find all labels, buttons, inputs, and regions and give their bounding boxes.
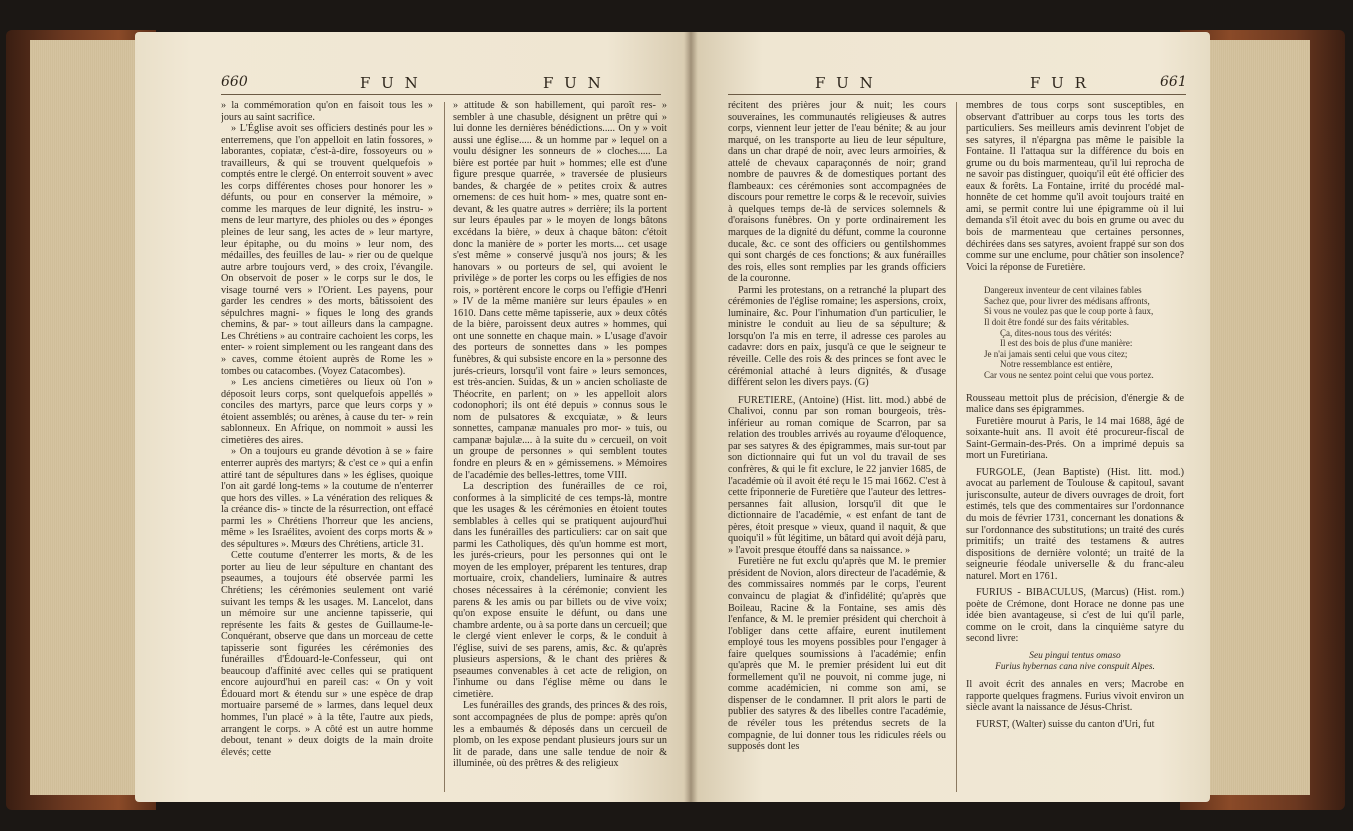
entry-heading: FURETIERE, (Antoine) (Hist. litt. mod.) [738, 394, 911, 406]
paragraph: » Les anciens cimetières ou lieux où l'on » déposoit leurs corps, sont quelquefois appellés » conciles des martyrs, parce que leurs corps y » étoient assemblés; ou arènes, à cause du ter- » rein sablonneux. En Afrique, on nommoit » aussi les cimetières des aires. [221, 377, 433, 446]
column-divider [444, 102, 445, 792]
entry-furgole [966, 467, 1184, 582]
paragraph: récitent des prières jour & nuit; les cours souveraines, les communautés religieuses & autres corps, viennent leur jetter de l'eau bénite; & au jour marqué, on les transporte au lieu de leur sépulture, dans un char drapé de noir, avec leurs armoiries, & attelé de chevaux caparaçonnés de noir; grand nombre de pauvres & de domestiques portant des flambeaux: ces cérémonies sont accompagnées de discours pour remettre le corps & le recevoir, suivies à quelques temps de-là de services solemnels & d'oraisons funèbres. On y porte ordinairement les marques de la dignité du défunt, comme la couronne ducale, &c. ce sont des officiers ou gentilshommes qui sont chargés de ces fonctions; & aux funérailles des rois, elles sont remplies par les grands officiers de la couronne. [728, 100, 946, 285]
paragraph: La description des funérailles de ce roi, conformes à la simplicité de ces temps-là, montre que les usages & les cérémonies en étoient toutes semblables à celles qui se pratiquent aujourd'hui dans les funérailles des particuliers: car on sait que parmi les Catholiques, dès qu'un homme est mort, les jurés-crieurs, pour les personnes qui ont le moyen de les employer, préparent les tentures, drap mortuaire, croix, chandeliers, luminaire & autres choses nécessaires à la cérémonie; convient les parens & les amis ou par billets ou de vive voix; qu'on expose ensuite le défunt, ou dans une chambre ardente, ou à sa porte dans un cercueil; que le clergé vient enlever le corps, & le conduit à l'église, suivi de ses parens, amis, &c. & qu'après plusieurs aspersions, & le chant des prières & pseaumes convenables à cet acte de religion, on l'inhume ou dans l'église même ou dans le cimetière. [453, 481, 667, 700]
entry-body: avocat au parlement de Toulouse & capitoul, savant jurisconsulte, auteur de divers ouvrages de droit, fort estimés, tels que des commentaires sur l'ordonnance du mois de février 1731, concernant les donations & sur l'ordonnance des substitutions; un traité des curés primitifs; un traité des testamens & autres dispositions de dernière volonté; un traité de la seigneurie féodale universelle & du franc-aleu naturel. Mort en 1761. [966, 478, 1184, 582]
paragraph: Parmi les protestans, on a retranché la plupart des cérémonies de l'église romaine; les aspersions, croix, luminaire, &c. Pour l'inhumation d'un particulier, le ministre le conduit au lieu de sa sépulture; & lorsqu'on l'a mis en terre, il adresse ces paroles au cadavre: dors en paix, jusqu'à ce que le seigneur te réveille. Celle des rois & des princes se font avec le cérémonial attaché à leurs dignités, & d'usage différent selon les divers pays. (G) [728, 284, 946, 389]
entry-body: poète de Crémone, dont Horace ne donne pas une idée bien avantageuse, si c'est de lui qu'il parle, comme on le croit, dans la cinquième satyre du second livre: [966, 598, 1184, 645]
left-head-rule [221, 94, 661, 95]
paragraph: Les funérailles des grands, des princes & des rois, sont accompagnées de plus de pompe: après qu'on les a embaumés & déposés dans un cercueil de plomb, on les expose pendant plusieurs jours sur un lit de parade, dans une salle tendue de noir & illuminée, où des prêtres & des religieux [453, 700, 667, 770]
poem-line: Notre ressemblance est entière, [1000, 359, 1113, 370]
poem-line: Dangereux inventeur de cent vilaines fables [984, 285, 1142, 296]
left-page [135, 32, 690, 802]
left-running-head-1: F U N [360, 74, 421, 92]
right-page-edges [1200, 40, 1310, 795]
poem-line: Il doit être fondé sur des faits véritables. [984, 316, 1129, 327]
right-head-rule [728, 94, 1186, 95]
paragraph: Furetière ne fut exclu qu'après que M. le premier président de Novion, alors directeur de l'académie, & des commissaires nommés par le corps, l'eurent convaincu de plagiat & d'infidélité; qu'après que Boileau, Racine & la Fontaine, ses amis dès l'enfance, & M. le premier président qui cherchoit à l'obliger dans cette affaire, eurent inutilement employé tous les moyens possibles pour l'engager à faire quelques soumissions à l'académie; enfin qu'après que M. le premier président lui eut dit formellement qu'il ne pouvoit, ni comme juge, ni comme académicien, ni comme son ami, se dispenser de le condamner. Il prit alors le parti de publier des satyres & des libelles contre l'académie, de révéler tous les prétendus secrets de la compagnie, de lui donner tous les ridicules réels ou supposés dont les [728, 556, 946, 753]
left-page-column-1 [221, 100, 433, 800]
epigram-poem [974, 279, 1176, 386]
book-gutter [684, 32, 698, 802]
right-page [690, 32, 1210, 802]
poem-line: Ça, dites-nous tous des vérités: [1000, 327, 1112, 338]
right-page-column-1 [728, 100, 946, 800]
paragraph: Il avoit écrit des annales en vers; Macrobe en rapporte quelques fragmens. Furius vivoit environ un siècle avant la naissance de Jésus-Christ. [966, 679, 1184, 714]
latin-quote [966, 651, 1184, 673]
poem-line: Il est des bois de plus d'une manière: [1000, 338, 1133, 349]
paragraph: membres de tous corps sont susceptibles, en observant d'attribuer au corps tous les torts des particuliers. Ses meilleurs amis devinrent l'objet de ses satyres, il n'épargna pas même le paisible la Fontaine. Il l'attaqua sur la différence du bois en grume ou du bois marmenteau, qu'il lui reprocha de ne savoir pas distinguer, quoiqu'il eût été officier des eaux & forêts. La Fontaine, irrité du procédé mal-honnête de cet homme qu'il avoit toujours traité en ami, se permit contre lui une épigramme où il lui demanda s'il étoit avec du bois en grume ou avec du bois de marmenteau que certaines personnes, déchirées dans ses satyres, avoient frappé sur son dos comme sur une enclume, pour châtier son insolence? Voici la réponse de Furetière. [966, 100, 1184, 273]
poem-line: Je n'ai jamais senti celui que vous citez; [984, 348, 1128, 359]
right-page-column-2 [966, 100, 1184, 800]
entry-body: abbé de Chalivoi, connu par son roman bourgeois, très-inférieur au roman comique de Scarron, par sa relation des troubles arrivés au royaume d'éloquence, par ses satyres & des épigrammes, mais sur-tout par son dictionnaire qui fut un vol du travail de ses confrères, & qui le fit exclure, le 22 janvier 1685, de l'académie où il avoit été reçu le 15 mai 1662. C'est à cette friponnerie de Furetière que l'auteur des lettres-persannes fait allusion, lorsqu'il dit que le dictionnaire de l'académie, « est enfant de tant de pères, étoit presque » vieux, quand il naquit, & que quoiqu'il » fût légitime, un bâtard qui avoit déjà paru, » l'avoit presque étouffé dans sa naissance. » [728, 394, 946, 556]
paragraph: Rousseau mettoit plus de précision, d'énergie & de malice dans ses épigrammes. [966, 392, 1184, 416]
left-page-number: 660 [221, 74, 248, 90]
right-running-head-2: F U R [1030, 74, 1089, 92]
entry-heading: FURIUS - BIBACULUS, (Marcus) (Hist. rom.) [976, 587, 1184, 599]
left-page-edges [30, 40, 140, 795]
entry-furetiere [728, 395, 946, 557]
entry-furst: FURST, (Walter) suisse du canton d'Uri, fut [976, 718, 1155, 730]
paragraph: » la commémoration qu'on en faisoit tous les » jours au saint sacrifice. [221, 100, 433, 123]
right-page-number: 661 [1160, 74, 1187, 90]
paragraph: » On a toujours eu grande dévotion à se » faire enterrer auprès des martyrs; & c'est ce » qui a enfin attiré tant de sépultures dans » les églises, quoique l'on ait gardé long-tems » la coutume de n'enterrer que hors des villes. » La vénération des reliques & la créance dis- » tincte de la résurrection, ont effacé parmi les » Chrétiens l'horreur que les anciens, même » les Israélites, avoient des corps morts & » des sépultures ». Mœurs des Chrétiens, article 31. [221, 446, 433, 550]
paragraph: » attitude & son habillement, qui paroît res- » sembler à une chasuble, désignent un prêtre qui » lui donne les dernières bénédictions..... On y » voit aussi une église..... & un homme par » lequel on a voulu désigner les sonneurs de » cloches..... La bière est portée par huit » hommes; elle est d'une figure presque quarrée, » traversée de plusieurs bandes, & chargée de » petites croix & autres ornemens: de ces huit hom- » mes, quatre sont en-devant, & les quatre autres » derrière; ils la portent sur leurs épaules par » le moyen de longs bâtons excédans la bière, » deux à chaque bâton: c'étoit donc la manière de » porter les morts.... cet usage s'est même » conservé jusqu'à nos jours; & les hanovars » ou porteurs de sel, qui avoient le privilège » de porter les corps ou les effigies de nos rois, » portèrent encore le corps ou l'effigie d'Henri » IV de la même manière sur leurs épaules » en 1610. Dans cette même tapisserie, aux » deux côtés de la bière, paroissent deux autres » hommes, qui ont une sonnette en chaque main. » L'usage d'avoir des porteurs de sonnettes dans » les pompes funèbres, & qui subsiste encore en la » personne des jurés-crieurs, lorsqu'il vont faire » leurs semonces, est très-ancien. Suidas, & un » ancien scholiaste de Théocrite, en parlent; on » les appelloit alors codonophori; ils ont été depuis » connus sous le nom de pulsatores & excquiatæ, » & leurs sonnettes, campanæ manuales pro mor- » tuis, ou campanæ bajulæ.... à la suite du » cercueil, on voit un groupe de personnes » qui semblent toutes fondre en pleurs & en » gémissemens. » Mémoires de l'académie des belles-lettres, tome VIII. [453, 100, 667, 481]
column-divider [956, 102, 957, 792]
left-page-column-2 [453, 100, 667, 800]
paragraph: Furetière mourut à Paris, le 14 mai 1688, âgé de soixante-huit ans. Il avoit été procureur-fiscal de Saint-Germain-des-Prés. On a imprimé depuis sa mort un Furetiriana. [966, 415, 1184, 462]
quote-line: Furius hybernas cana nive conspuit Alpes. [995, 662, 1155, 673]
entry-furius [966, 587, 1184, 645]
quote-line: Seu pingui tentus omaso [1029, 651, 1121, 662]
paragraph: Cette coutume d'enterrer les morts, & de les porter au lieu de leur sépulture en chantant des pseaumes, a toujours été observée parmi les Chrétiens; les cérémonies seulement ont varié suivant les temps & les usages. M. Lancelot, dans un mémoire sur une ancienne tapisserie, qui représente les faits & gestes de Guillaume-le-Conquérant, observe que dans un morceau de cette tapisserie sont figurées les cérémonies des funérailles d'Édouard-le-Confesseur, qui ont beaucoup d'affinité avec celles qui se pratiquent encore aujourd'hui en pareil cas: « On y voit Édouard mort & étendu sur » une espèce de drap mortuaire parsemé de » larmes, dans lequel deux hommes, l'un placé » à la tête, l'autre aux pieds, arrangent le corps. » A côté est un autre homme debout, tenant » deux doigts de la main droite élevés; cette [221, 550, 433, 758]
right-running-head-1: F U N [815, 74, 876, 92]
poem-line: Sachez que, pour livrer des médisans affronts, [984, 295, 1150, 306]
paragraph: » L'Église avoit ses officiers destinés pour les » enterremens, que l'on appelloit en latin fossores, » laborantes, copiatæ, c'est-à-dire, fossoyeurs ou » travailleurs, & qui se trouvent quelquefois » comptés entre le clergé. On enterroit souvent » avec les corps différentes choses pour honorer les » défunts, ou pour en conserver la mémoire, » comme les marques de leur dignité, les instru- » mens de leur martyre, des phioles ou des » éponges pleines de leur sang, les actes de » leur martyre, leur épitaphe, ou du moins » leur nom, des médailles, des feuilles de lau- » rier ou de quelque autre arbre toujours verd, » des croix, l'évangile. On observoit de poser » le corps sur le dos, le visage tourné vers » l'Orient. Les payens, pour garder les cendres » des morts, bâtissoient des sépulchres magni- » fiques le long des grands chemins, & par- » tout ailleurs dans la campagne. Les Chrétiens » au contraire cachoient les corps, les enter- » roient simplement ou les rangeant dans des » caves, comme étoient auprès de Rome les » tombes ou catacombes. (Voyez Catacombes). [221, 123, 433, 377]
poem-line: Si vous ne voulez pas que le coup porte à faux, [984, 306, 1154, 317]
poem-line: Car vous ne sentez point celui que vous portez. [984, 369, 1154, 380]
entry-heading: FURGOLE, (Jean Baptiste) (Hist. litt. mod.) [976, 466, 1184, 478]
left-running-head-2: F U N [543, 74, 604, 92]
